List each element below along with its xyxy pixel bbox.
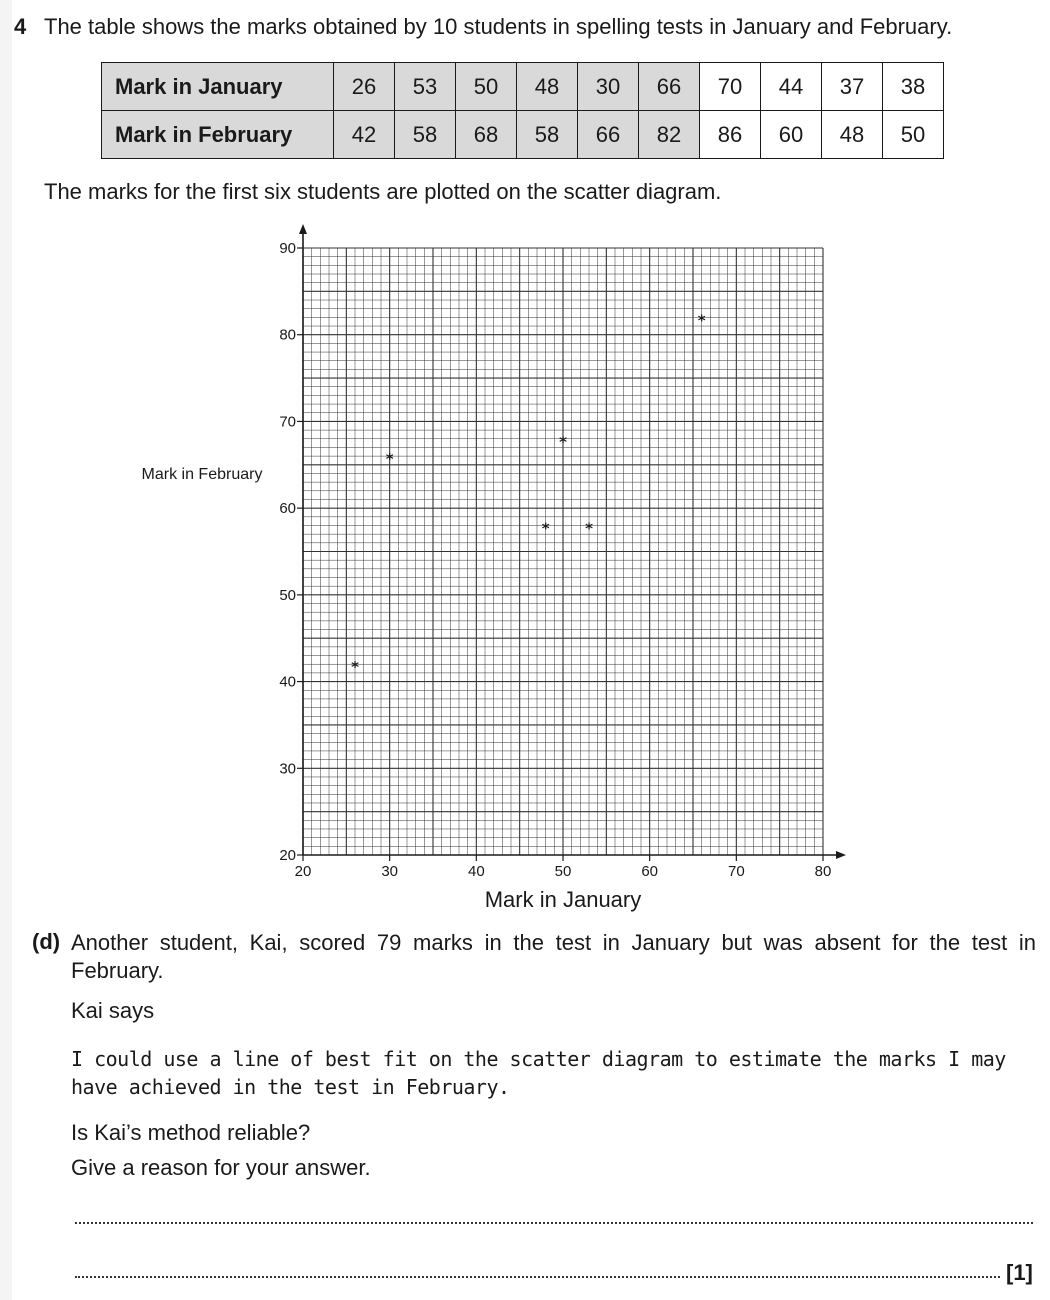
y-tick-label: 40 — [279, 673, 296, 691]
table-cell: 58 — [395, 111, 456, 159]
table-cell: 48 — [517, 63, 578, 111]
plot-grid — [303, 248, 823, 855]
question-text: The table shows the marks obtained by 10 students in spelling tests in January and February. — [44, 14, 953, 39]
table-row-february — [102, 111, 944, 159]
table-cell: 66 — [578, 111, 639, 159]
row-header-february: Mark in February — [102, 111, 334, 159]
y-tick-label: 20 — [279, 847, 296, 864]
x-axis-arrow — [836, 851, 846, 859]
y-tick-label: 80 — [279, 326, 296, 344]
answer-line[interactable] — [75, 1276, 1000, 1278]
kai-quote: I could use a line of best fit on the scatter diagram to estimate the marks I may have achieved in the test in February. — [71, 1047, 1006, 1099]
table-cell: 26 — [334, 63, 395, 111]
table-cell: 44 — [761, 63, 822, 111]
y-axis-arrow — [299, 224, 307, 234]
table-cell: 48 — [822, 111, 883, 159]
table-row-january — [102, 63, 944, 111]
x-tick-label: 70 — [727, 863, 745, 880]
data-point: * — [385, 450, 394, 469]
table-cell: 66 — [639, 63, 700, 111]
x-tick-label: 40 — [467, 863, 485, 880]
x-tick-label: 80 — [814, 863, 832, 880]
data-point: * — [541, 519, 550, 538]
table-cell: 30 — [578, 63, 639, 111]
x-tick-label: 30 — [381, 863, 399, 880]
y-tick-label: 90 — [279, 240, 296, 257]
table-cell: 50 — [456, 63, 517, 111]
table-cell: 86 — [700, 111, 761, 159]
question-reliable: Is Kai’s method reliable? — [71, 1120, 311, 1145]
table-cell: 58 — [517, 111, 578, 159]
table-cell: 82 — [639, 111, 700, 159]
kai-says-text: Kai says — [71, 998, 155, 1023]
table-cell: 37 — [822, 63, 883, 111]
table-cell: 53 — [395, 63, 456, 111]
data-point: * — [559, 432, 567, 451]
y-tick-label: 50 — [279, 586, 296, 604]
answer-line[interactable] — [75, 1222, 1033, 1224]
question-reason: Give a reason for your answer. — [71, 1155, 371, 1180]
table-cell: 60 — [761, 111, 822, 159]
x-tick-label: 50 — [554, 863, 572, 880]
marks-allocation: [1] — [1006, 1260, 1033, 1285]
scatter-diagram — [0, 220, 1050, 920]
part-d-label: (d) — [32, 929, 61, 954]
x-axis-label: Mark in January — [484, 887, 642, 912]
table-cell: 68 — [456, 111, 517, 159]
marks-table — [101, 62, 944, 159]
data-point: * — [585, 519, 593, 538]
data-point: * — [697, 311, 706, 330]
y-tick-label: 60 — [279, 500, 296, 518]
data-point: * — [351, 658, 359, 677]
y-axis-label: Mark in February — [141, 466, 263, 483]
x-tick-label: 20 — [294, 863, 312, 880]
table-cell: 50 — [883, 111, 944, 159]
table-cell: 42 — [334, 111, 395, 159]
table-cell: 70 — [700, 63, 761, 111]
question-number: 4 — [14, 14, 27, 39]
part-d-text: Another student, Kai, scored 79 marks in the test in January but was absent for the test in February. — [71, 930, 1036, 983]
x-tick-label: 60 — [641, 863, 659, 880]
scatter-intro-text: The marks for the first six students are plotted on the scatter diagram. — [44, 179, 722, 204]
row-header-january: Mark in January — [102, 63, 334, 111]
table-cell: 38 — [883, 63, 944, 111]
y-tick-label: 70 — [279, 413, 296, 431]
y-tick-label: 30 — [279, 760, 296, 778]
